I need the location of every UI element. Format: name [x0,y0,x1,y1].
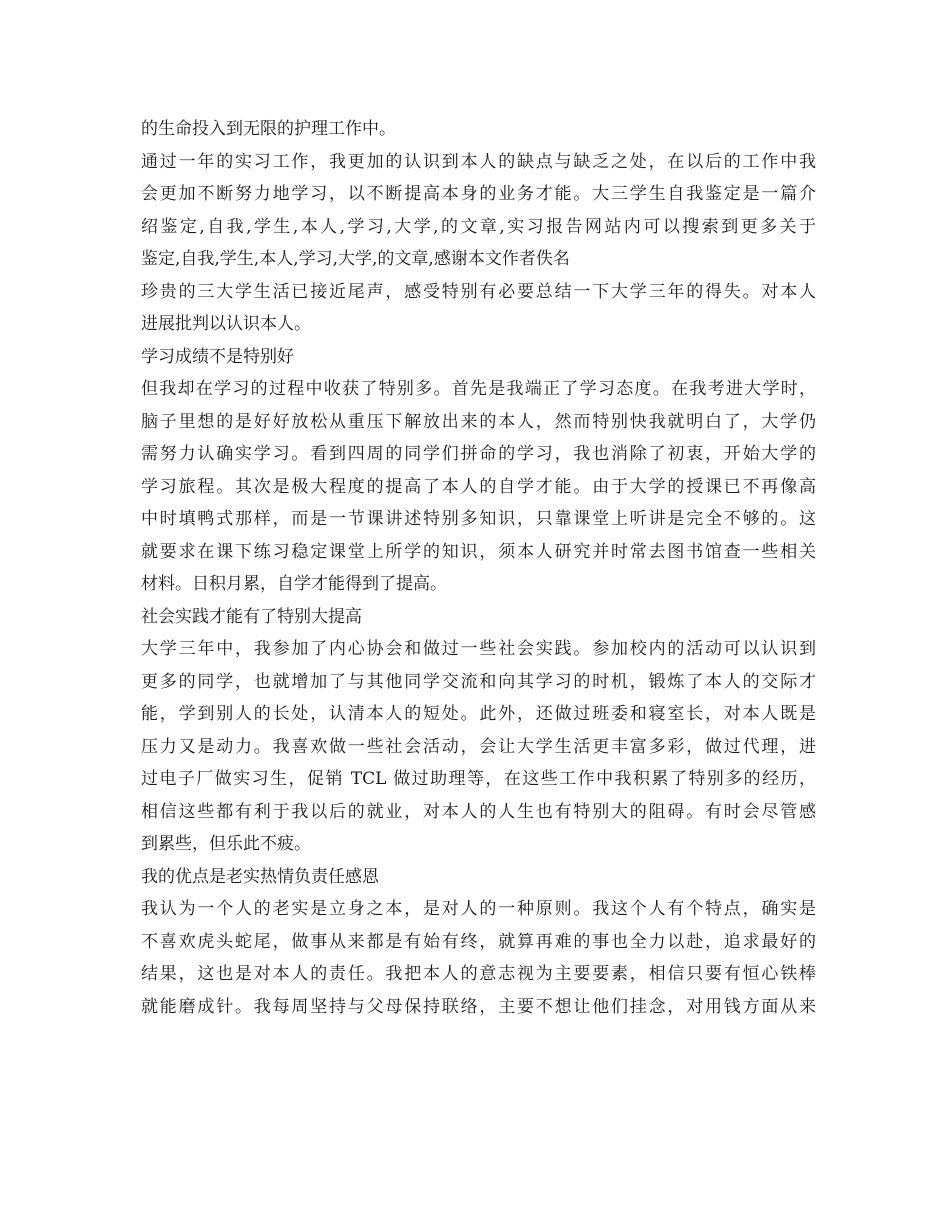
text-line: 更多的同学，也就增加了与其他同学交流和向其学习的时机，锻炼了本人的交际才 [141,671,816,692]
text-line: 珍贵的三大学生活已接近尾声，感受特别有必要总结一下大学三年的得失。对本人 [141,281,816,302]
text-line: 但我却在学习的过程中收获了特别多。首先是我端正了学习态度。在我考进大学时， [141,379,816,399]
text-line: 能，学到别人的长处，认清本人的短处。此外，还做过班委和寝室长，对本人既是 [141,704,816,724]
text-line: 需努力认确实学习。看到四周的同学们拼命的学习，我也消除了初衷，开始大学的 [141,444,816,464]
text-line: 相信这些都有利于我以后的就业，对本人的人生也有特别大的阻碍。有时会尽管感 [141,801,816,822]
text-line: 就要求在课下练习稳定课堂上所学的知识，须本人研究并时常去图书馆查一些相关 [141,541,816,562]
document-body [141,113,816,1023]
text-line: 过电子厂做实习生，促销 TCL 做过助理等，在这些工作中我积累了特别多的经历， [141,769,816,789]
text-line: 大学三年中，我参加了内心协会和做过一些社会实践。参加校内的活动可以认识到 [141,639,816,659]
text-line: 压力又是动力。我喜欢做一些社会活动，会让大学生活更丰富多彩，做过代理，进 [141,736,816,757]
text-line: 材料。日积月累，自学才能得到了提高。 [141,574,447,594]
text-line: 学习成绩不是特别好 [141,346,294,367]
text-line: 结果，这也是对本人的责任。我把本人的意志视为主要要素，相信只要有恒心铁棒 [141,964,816,984]
text-line: 社会实践才能有了特别大提高 [141,606,362,627]
text-line: 我认为一个人的老实是立身之本，是对人的一种原则。我这个人有个特点，确实是 [141,899,816,919]
text-line: 中时填鸭式那样，而是一节课讲述特别多知识，只靠课堂上听讲是完全不够的。这 [141,509,816,529]
text-line: 进展批判以认识本人。 [141,314,311,334]
text-line: 的生命投入到无限的护理工作中。 [141,119,396,139]
text-line: 会更加不断努力地学习，以不断提高本身的业务才能。大三学生自我鉴定是一篇介 [141,184,816,204]
text-line: 通过一年的实习工作，我更加的认识到本人的缺点与缺乏之处，在以后的工作中我 [141,151,816,172]
text-line: 绍鉴定,自我,学生,本人,学习,大学,的文章,实习报告网站内可以搜索到更多关于 [141,216,816,237]
text-line: 就能磨成针。我每周坚持与父母保持联络，主要不想让他们挂念，对用钱方面从来 [141,996,816,1017]
text-line: 不喜欢虎头蛇尾，做事从来都是有始有终，就算再难的事也全力以赴，追求最好的 [141,931,816,952]
text-line: 我的优点是老实热情负责任感恩 [141,866,379,887]
text-line: 鉴定,自我,学生,本人,学习,大学,的文章,感谢本文作者佚名 [141,249,570,269]
text-line: 脑子里想的是好好放松从重压下解放出来的本人，然而特别快我就明白了，大学仍 [141,411,816,432]
text-line: 学习旅程。其次是极大程度的提高了本人的自学才能。由于大学的授课已不再像高 [141,476,816,497]
text-line: 到累些，但乐此不疲。 [141,834,311,854]
